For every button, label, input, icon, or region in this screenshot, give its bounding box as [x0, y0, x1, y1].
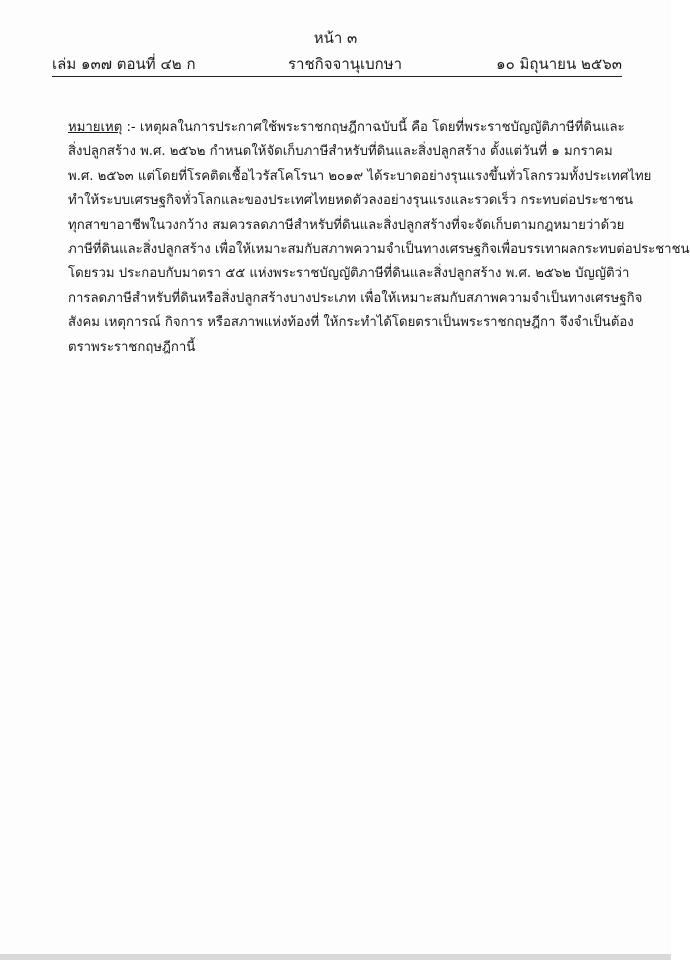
publication-date: ๑๐ มิถุนายน ๒๕๖๓ [496, 55, 622, 73]
remark-line: สังคม เหตุการณ์ กิจการ หรือสภาพแห่งท้องที่ ให้กระทำได้โดยตราเป็นพระราชกฤษฎีกา จึงจำเป็นต้อง [68, 315, 634, 331]
gazette-title: ราชกิจจานุเบกษา [288, 55, 403, 73]
remark-line: สิ่งปลูกสร้าง พ.ศ. ๒๕๖๒ กำหนดให้จัดเก็บภาษีสำหรับที่ดินและสิ่งปลูกสร้าง ตั้งแต่วันที่ ๑ มกราคม [68, 144, 613, 160]
remark-text: เหตุผลในการประกาศใช้พระราชกฤษฎีกาฉบับนี้ คือ โดยที่พระราชบัญญัติภาษีที่ดินและ [135, 120, 625, 135]
bottom-border [0, 954, 671, 960]
remark-line: โดยรวม ประกอบกับมาตรา ๕๕ แห่งพระราชบัญญัติภาษีที่ดินและสิ่งปลูกสร้าง พ.ศ. ๒๕๖๒ บัญญัติว่า [68, 266, 630, 282]
remark-line: ภาษีที่ดินและสิ่งปลูกสร้าง เพื่อให้เหมาะสมกับสภาพความจำเป็นทางเศรษฐกิจเพื่อบรรเทาผลกระทบต่อประชาชน [68, 241, 690, 257]
volume-issue: เล่ม ๑๓๗ ตอนที่ ๔๒ ก [52, 55, 196, 73]
remark-line: ทำให้ระบบเศรษฐกิจทั่วโลกและของประเทศไทยหดตัวลงอย่างรุนแรงและรวดเร็ว กระทบต่อประชาชน [68, 193, 634, 209]
remark-section [68, 116, 690, 360]
remark-line: ทุกสาขาอาชีพในวงกว้าง สมควรลดภาษีสำหรับที่ดินและสิ่งปลูกสร้างที่จะจัดเก็บตามกฎหมายว่าด้วย [68, 217, 625, 233]
gazette-header [52, 52, 622, 72]
remark-label-suffix: :- [122, 120, 136, 135]
remark-line [68, 116, 625, 140]
page-number: หน้า ๓ [313, 29, 358, 47]
header-divider [52, 76, 622, 77]
remark-line: พ.ศ. ๒๕๖๓ แต่โดยที่โรคติดเชื้อไวรัสโคโรนา ๒๐๑๙ ได้ระบาดอย่างรุนแรงขึ้นทั่วโลกรวมทั้งประเทศไทย [68, 168, 652, 184]
remark-line: การลดภาษีสำหรับที่ดินหรือสิ่งปลูกสร้างบางประเภท เพื่อให้เหมาะสมกับสภาพความจำเป็นทางเศรษฐกิจ [68, 290, 643, 306]
remark-label: หมายเหตุ [68, 120, 123, 135]
remark-line: ตราพระราชกฤษฎีกานี้ [68, 339, 196, 355]
